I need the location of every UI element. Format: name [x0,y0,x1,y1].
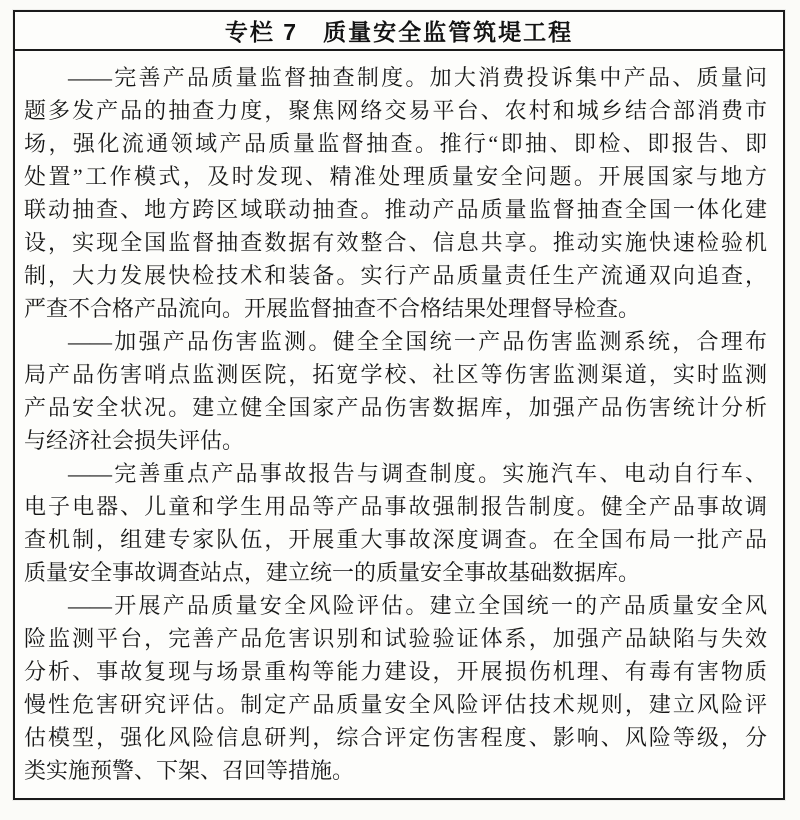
paragraph-supervision-sampling [24,61,767,325]
text-line: 质量安全事故调查站点，建立统一的质量安全事故基础数据库。 [24,560,641,585]
panel-body [15,51,783,787]
text-line: 类实施预警、下架、召回等措施。 [24,758,355,783]
text-line: ——加强产品伤害监测。健全全国统一产品伤害监测系统，合理布 [68,329,767,354]
text-line: 场，强化流通领域产品质量监督抽查。推行“即抽、即检、即报告、即 [24,131,767,156]
text-line: ——开展产品质量安全风险评估。建立全国统一的产品质量安全风 [68,593,767,618]
text-line: 处置”工作模式，及时发现、精准处理质量安全问题。开展国家与地方 [24,164,767,189]
text-line: 制，大力发展快检技术和装备。实行产品质量责任生产流通双向追查， [24,263,767,288]
text-line: 联动抽查、地方跨区域联动抽查。推动产品质量监督抽查全国一体化建 [24,197,767,222]
panel-title: 专栏 7 质量安全监管筑堤工程 [15,12,783,51]
text-line: 与经济社会损失评估。 [24,428,245,453]
text-line: 慢性危害研究评估。制定产品质量安全风险评估技术规则，建立风险评 [24,692,767,717]
column-7-panel [13,10,785,800]
paragraph-accident-reporting [24,457,767,589]
text-line: 险监测平台，完善产品危害识别和试验验证体系，加强产品缺陷与失效 [24,626,767,651]
text-line: 分析、事故复现与场景重构等能力建设，开展损伤机理、有毒有害物质 [24,659,767,684]
paragraph-injury-monitoring [24,325,767,457]
text-line: 设，实现全国监督抽查数据有效整合、信息共享。推动实施快速检验机 [24,230,767,255]
paragraph-risk-assessment [24,589,767,787]
text-line: ——完善产品质量监督抽查制度。加大消费投诉集中产品、质量问 [68,65,767,90]
text-line: 电子电器、儿童和学生用品等产品事故强制报告制度。健全产品事故调 [24,494,767,519]
text-line: ——完善重点产品事故报告与调查制度。实施汽车、电动自行车、 [68,461,767,486]
text-line: 查机制，组建专家队伍，开展重大事故深度调查。在全国布局一批产品 [24,527,767,552]
text-line: 题多发产品的抽查力度，聚焦网络交易平台、农村和城乡结合部消费市 [24,98,767,123]
text-line: 产品安全状况。建立健全国家产品伤害数据库，加强产品伤害统计分析 [24,395,767,420]
text-line: 局产品伤害哨点监测医院，拓宽学校、社区等伤害监测渠道，实时监测 [24,362,767,387]
text-line: 估模型，强化风险信息研判，综合评定伤害程度、影响、风险等级，分 [24,725,767,750]
text-line: 严查不合格产品流向。开展监督抽查不合格结果处理督导检查。 [24,296,641,321]
